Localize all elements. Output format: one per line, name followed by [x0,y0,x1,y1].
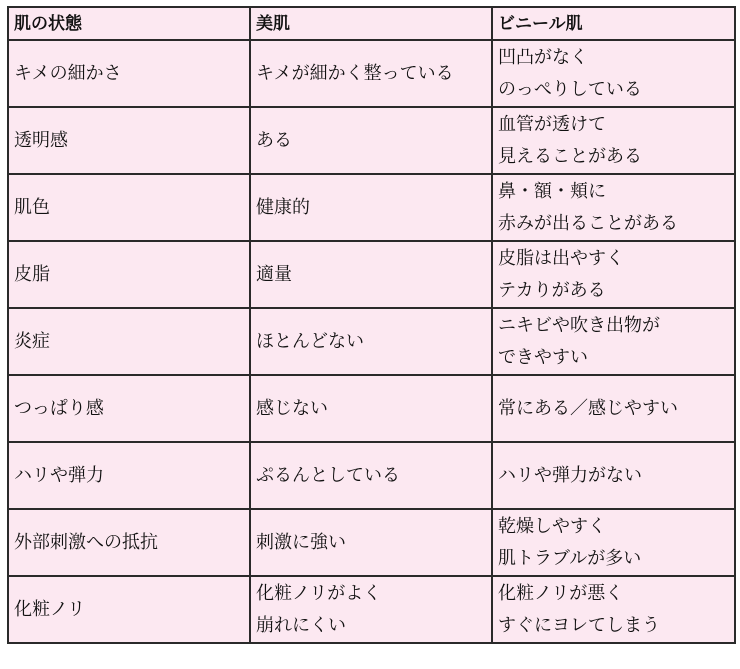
cell-text-line: 健康的 [256,196,310,218]
cell-text-line: ハリや弾力がない [498,464,642,486]
vinyl-skin-cell [492,576,735,643]
cell-text-line: 崩れにくい [256,614,346,636]
table-row [8,40,735,107]
cell-text-line: キメの細かさ [14,62,122,84]
cell-text-line: 透明感 [14,129,68,151]
cell-text-line: 凹凸がなく [498,46,588,68]
vinyl-skin-cell [492,107,735,174]
cell-text-line: 刺激に強い [256,531,346,553]
table-header-row [8,7,735,40]
table-row [8,509,735,576]
cell-text-line: 化粧ノリが悪く [498,582,624,604]
cell-text-line: のっぺりしている [498,78,642,100]
cell-text-line: ほとんどない [256,330,364,352]
vinyl-skin-cell [492,375,735,442]
cell-text-line: 赤みが出ることがある [498,212,678,234]
beautiful-skin-cell [250,509,492,576]
item-cell [8,375,250,442]
header-beautiful-skin: 美肌 [250,7,492,40]
beautiful-skin-cell [250,442,492,509]
cell-text-line: できやすい [498,346,588,368]
table-row [8,576,735,643]
beautiful-skin-cell [250,40,492,107]
cell-text-line: つっぱり感 [14,397,104,419]
table-row [8,308,735,375]
cell-text-line: 皮脂は出やすく [498,247,624,269]
vinyl-skin-cell [492,174,735,241]
cell-text-line: ぷるんとしている [256,464,400,486]
beautiful-skin-cell [250,107,492,174]
item-cell [8,40,250,107]
cell-text-line: 化粧ノリ [14,598,86,620]
cell-text-line: 乾燥しやすく [498,515,606,537]
cell-text-line: 外部刺激への抵抗 [14,531,158,553]
cell-text-line: 感じない [256,397,328,419]
cell-text-line: 炎症 [14,330,50,352]
vinyl-skin-cell [492,509,735,576]
cell-text-line: 血管が透けて [498,113,606,135]
vinyl-skin-cell [492,40,735,107]
beautiful-skin-cell [250,375,492,442]
cell-text-line: 見えることがある [498,145,642,167]
vinyl-skin-cell [492,241,735,308]
item-cell [8,241,250,308]
cell-text-line: 適量 [256,263,292,285]
cell-text-line: 皮脂 [14,263,50,285]
beautiful-skin-cell [250,308,492,375]
comparison-table-container [7,6,734,644]
vinyl-skin-cell [492,442,735,509]
table-row [8,375,735,442]
cell-text-line: 肌トラブルが多い [498,547,642,569]
cell-text-line: 鼻・額・頬に [498,180,606,202]
item-cell [8,308,250,375]
item-cell [8,107,250,174]
cell-text-line: ある [256,129,292,151]
table-row [8,174,735,241]
item-cell [8,509,250,576]
skin-comparison-table [7,6,736,644]
header-vinyl-skin: ビニール肌 [492,7,735,40]
table-row [8,442,735,509]
header-skin-state: 肌の状態 [8,7,250,40]
cell-text-line: キメが細かく整っている [256,62,454,84]
beautiful-skin-cell [250,576,492,643]
cell-text-line: 肌色 [14,196,50,218]
cell-text-line: ハリや弾力 [14,464,104,486]
cell-text-line: 常にある／感じやすい [498,397,678,419]
item-cell [8,174,250,241]
cell-text-line: 化粧ノリがよく [256,582,382,604]
item-cell [8,576,250,643]
table-row [8,107,735,174]
cell-text-line: すぐにヨレてしまう [498,614,660,636]
item-cell [8,442,250,509]
cell-text-line: ニキビや吹き出物が [498,314,660,336]
vinyl-skin-cell [492,308,735,375]
cell-text-line: テカりがある [498,279,606,301]
table-row [8,241,735,308]
beautiful-skin-cell [250,241,492,308]
beautiful-skin-cell [250,174,492,241]
